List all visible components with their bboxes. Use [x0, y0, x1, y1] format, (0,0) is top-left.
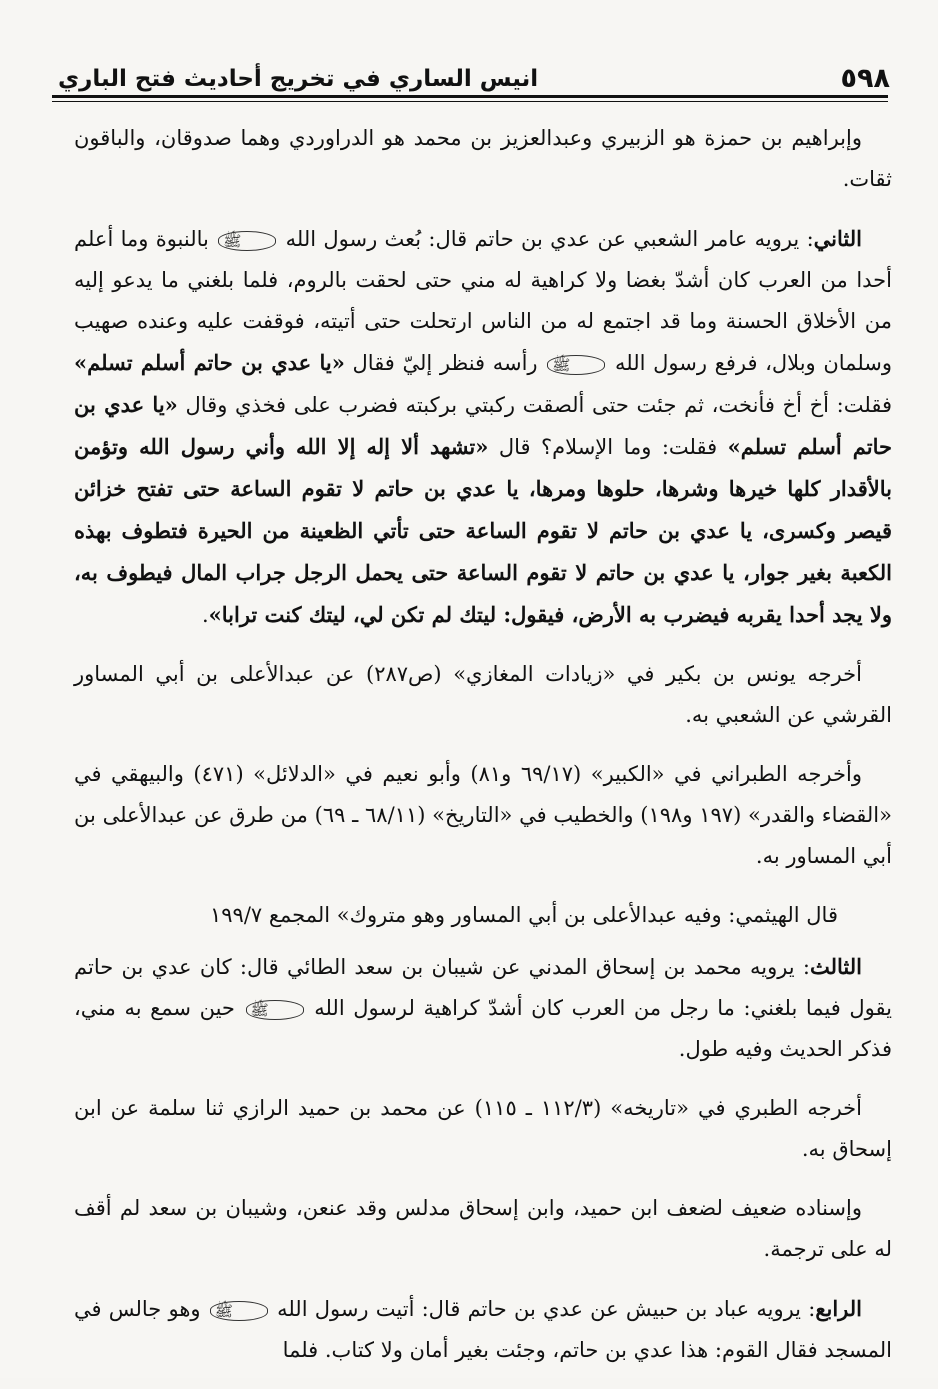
- hadith-quote: «يا عدي بن حاتم أسلم تسلم»: [74, 392, 892, 459]
- paragraph-text: قال الهيثمي: وفيه عبدالأعلى بن أبي المساور وهو متروك» المجمع ١٩٩/٧: [209, 903, 838, 927]
- salutation-icon: ﷺ: [210, 1301, 268, 1321]
- header-rule-thick: [52, 95, 888, 98]
- paragraph-third-narration: [74, 946, 892, 1070]
- hadith-quote: «تشهد ألا إله إلا الله وأني رسول الله وتؤمن بالأقدار كلها خيرها وشرها، حلوها ومرها، يا عدي بن حاتم لا تقوم الساعة حتى تفتح خزائن قيصر وكسرى، يا عدي بن حاتم لا تقوم الساعة حتى تأتي الظعينة من الحيرة فتطوف بهذه الكعبة بغير جوار، يا عدي بن حاتم لا تقوم الساعة حتى يحمل الرجل جراب المال فيطوف به، ولا يجد أحدا يقربه فيضرب به الأرض، فيقول: ليتك لم تكن لي، ليتك كنت ترابا»: [74, 434, 892, 627]
- paragraph-text: أخرجه يونس بن بكير في «زيادات المغازي» (ص٢٨٧) عن عبدالأعلى بن أبي المساور القرشي عن الشعبي به.: [74, 662, 892, 727]
- header-rule-thin: [52, 101, 888, 102]
- paragraph-text: وأخرجه الطبراني في «الكبير» (٦٩/١٧ و٨١) وأبو نعيم في «الدلائل» (٤٧١) والبيهقي في «القضاء والقدر» (١٩٧ و١٩٨) والخطيب في «التاريخ» (٦٨/١١ ـ ٦٩) من طرق عن عبدالأعلى بن أبي المساور به.: [74, 762, 892, 868]
- paragraph-text: بالنبوة وما أعلم أحدا من العرب كان أشدّ بغضا ولا كراهية له مني حتى لحقت بالروم، فلما بلغني ما يدعو إليه من الأخلاق الحسنة وما قد اجتمع له من الناس ارتحلت حتى أتيته، فوقفت عليه وعنده صهيب وسلمان وبلال، فرفع رسول الله: [74, 227, 893, 375]
- paragraph-text: وإبراهيم بن حمزة هو الزبيري وعبدالعزيز بن محمد هو الدراوردي وهما صدوقان، والباقون ثقات.: [74, 126, 892, 191]
- paragraph-narrators: [74, 118, 892, 200]
- paragraph-text: وهو جالس في المسجد فقال القوم: هذا عدي بن حاتم، وجئت بغير أمان ولا كتاب. فلما: [74, 1297, 892, 1362]
- paragraph-text: حين سمع به مني، فذكر الحديث وفيه طول.: [74, 996, 892, 1061]
- page-header: [58, 50, 890, 96]
- paragraph-text: أخرجه الطبري في «تاريخه» (١١٢/٣ ـ ١١٥) عن محمد بن حميد الرازي ثنا سلمة عن ابن إسحاق به.: [74, 1096, 892, 1161]
- section-lead-third: الثالث: [810, 954, 862, 979]
- salutation-icon: ﷺ: [547, 355, 605, 375]
- running-title: انيس الساري في تخريج أحاديث فتح الباري: [58, 66, 539, 92]
- paragraph-isnad-grading: [74, 1188, 892, 1270]
- hadith-quote: «يا عدي بن حاتم أسلم تسلم»: [74, 350, 345, 375]
- paragraph-text: رأسه فنظر إليّ فقال: [352, 351, 538, 375]
- paragraph-text: فقلت: أخ أخ فأنخت، ثم جئت حتى ألصقت ركبتي بركبته فضرب على فخذي وقال: [185, 393, 892, 417]
- paragraph-text: فقلت: وما الإسلام؟ قال: [498, 435, 718, 459]
- paragraph-text: : يرويه عامر الشعبي عن عدي بن حاتم قال: بُعث رسول الله: [285, 227, 814, 251]
- salutation-icon: ﷺ: [246, 1000, 304, 1020]
- paragraph-takhrij-1: [74, 654, 892, 736]
- page-number: ٥٩٨: [840, 63, 890, 94]
- paragraph-text: .: [201, 603, 209, 627]
- paragraph-takhrij-2: [74, 754, 892, 877]
- salutation-icon: ﷺ: [218, 231, 276, 251]
- paragraph-takhrij-3: [74, 1088, 892, 1170]
- paragraph-text: : يرويه محمد بن إسحاق المدني عن شيبان بن سعد الطائي قال: كان عدي بن حاتم يقول فيما بلغني: ما رجل من العرب كان أشدّ كراهية لرسول الله: [74, 955, 892, 1020]
- section-lead-second: الثاني: [813, 226, 862, 251]
- paragraph-second-narration: [74, 218, 892, 636]
- section-lead-fourth: الرابع: [815, 1296, 862, 1321]
- paragraph-text: : يرويه عباد بن حبيش عن عدي بن حاتم قال: أتيت رسول الله: [277, 1297, 816, 1321]
- page-body: [74, 118, 892, 1389]
- paragraph-text: وإسناده ضعيف لضعف ابن حميد، وابن إسحاق مدلس وقد عنعن، وشيبان بن سعد لم أقف له على ترجمة.: [74, 1196, 892, 1261]
- paragraph-fourth-narration: [74, 1288, 892, 1371]
- paragraph-haythami: [74, 895, 892, 936]
